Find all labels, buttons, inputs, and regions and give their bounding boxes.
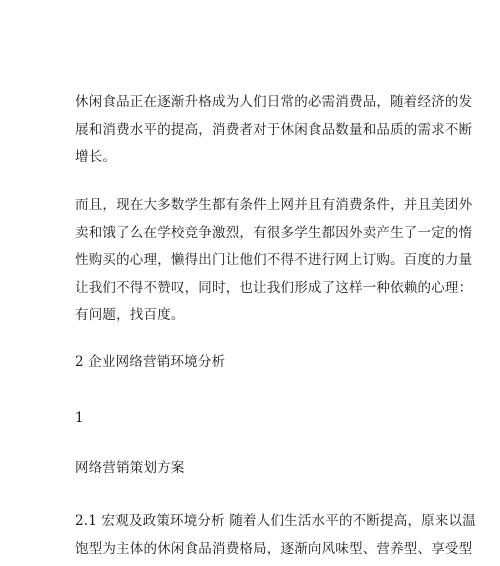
text-line: 展和消费水平的提高，消费者对于休闲食品数量和品质的需求不断: [75, 121, 473, 138]
text-line: 有问题，找百度。: [75, 307, 185, 323]
page-bottom-edge: [0, 556, 500, 566]
section-heading: 2 企业网络营销环境分析: [75, 354, 226, 370]
page-number: 1: [75, 410, 84, 426]
text-line: 2.1 宏观及政策环境分析 随着人们生活水平的不断提高，原来以温: [75, 513, 476, 529]
text-line: 性购买的心理，懒得出门让他们不得不进行网上订购。百度的力量: [75, 252, 473, 268]
paragraph-students-online: [75, 192, 473, 330]
text-line: 卖和饿了么在学校竞争激烈，有很多学生都因外卖产生了一定的惰: [75, 224, 473, 241]
text-line: 休闲食品正在逐渐升格成为人们日常的必需消费品，随着经济的发: [75, 94, 473, 110]
paragraph-macro-environment: [75, 508, 476, 563]
text-line: 饱型为主体的休闲食品消费格局，逐渐向风味型、营养型、享受型: [75, 540, 473, 557]
text-line: 而且，现在大多数学生都有条件上网并且有消费条件，并且美团外: [75, 197, 473, 213]
text-line: 让我们不得不赞叹，同时，也让我们形成了这样一种依赖的心理：: [75, 279, 473, 296]
paragraph-snack-trend: [75, 89, 473, 172]
document-title: 网络营销策划方案: [75, 460, 185, 476]
text-line: 增长。: [75, 149, 117, 165]
